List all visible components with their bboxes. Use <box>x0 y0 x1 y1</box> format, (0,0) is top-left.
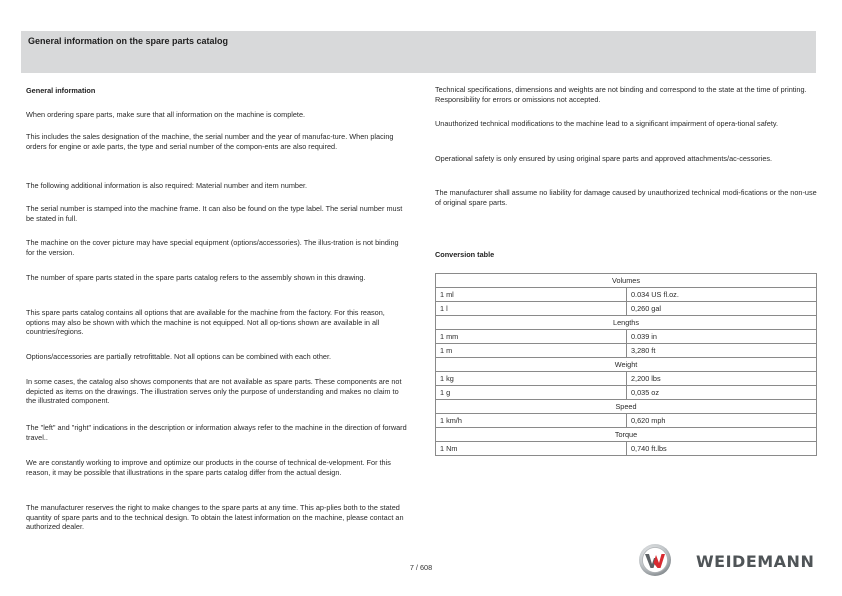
table-row <box>436 442 817 456</box>
paragraph: The machine on the cover picture may have special equipment (options/accessories). The illus-tration is not binding for the version. <box>26 238 399 257</box>
table-group-row <box>436 316 817 330</box>
unit-metric: 1 ml <box>436 288 627 302</box>
unit-imperial: 2,200 lbs <box>627 372 817 386</box>
paragraph: Technical specifications, dimensions and weights are not binding and correspond to the state at the time of printing. Responsibility for errors or omissions not accepted. <box>435 85 807 104</box>
paragraph: The manufacturer reserves the right to make changes to the spare parts at any time. This ap-plies both to the stated quantity of spare parts and to the technical design. To obtain the latest information on the machine, please contact an authorized dealer. <box>26 503 404 532</box>
paragraph: Operational safety is only ensured by using original spare parts and approved attachments/ac-cessories. <box>435 154 773 163</box>
page-title: General information on the spare parts catalog <box>28 36 229 46</box>
paragraph: When ordering spare parts, make sure that all information on the machine is complete. <box>26 110 306 119</box>
unit-metric: 1 m <box>436 344 627 358</box>
group-label-lengths: Lengths <box>436 316 817 330</box>
unit-imperial: 0,260 gal <box>627 302 817 316</box>
table-group-row <box>436 400 817 414</box>
unit-imperial: 0.039 in <box>627 330 817 344</box>
section-heading-general-information: General information <box>26 86 96 95</box>
table-row <box>436 344 817 358</box>
unit-metric: 1 kg <box>436 372 627 386</box>
table-group-row <box>436 358 817 372</box>
table-row <box>436 330 817 344</box>
conversion-table <box>435 273 817 456</box>
unit-imperial: 0.034 US fl.oz. <box>627 288 817 302</box>
paragraph: In some cases, the catalog also shows components that are not available as spare parts. These components are not depicted as items on the drawings. The illustration serves only the purpose of understanding and makes no claim to the illustrated component. <box>26 377 402 406</box>
unit-imperial: 0,740 ft.lbs <box>627 442 817 456</box>
brand-name: WEIDEMANN <box>696 552 815 571</box>
section-header-band <box>21 31 816 73</box>
table-row <box>436 372 817 386</box>
page-number: 7 / 608 <box>409 563 433 572</box>
paragraph: The "left" and "right" indications in the description or information always refer to the machine in the direction of forward travel.. <box>26 423 407 442</box>
paragraph: Options/accessories are partially retrofittable. Not all options can be combined with each other. <box>26 352 332 361</box>
paragraph: The manufacturer shall assume no liability for damage caused by unauthorized technical modi-fications or the non-use of original spare parts. <box>435 188 817 207</box>
table-row <box>436 386 817 400</box>
unit-imperial: 0,035 oz <box>627 386 817 400</box>
unit-imperial: 0,620 mph <box>627 414 817 428</box>
table-row <box>436 414 817 428</box>
unit-metric: 1 g <box>436 386 627 400</box>
paragraph: We are constantly working to improve and optimize our products in the course of technical de-velopment. For this reason, it may be possible that illustrations in the spare parts catalog differ from the actual design. <box>26 458 391 477</box>
paragraph: Unauthorized technical modifications to the machine lead to a significant impairment of opera-tional safety. <box>435 119 779 128</box>
group-label-volumes: Volumes <box>436 274 817 288</box>
unit-metric: 1 Nm <box>436 442 627 456</box>
group-label-weight: Weight <box>436 358 817 372</box>
unit-metric: 1 l <box>436 302 627 316</box>
unit-imperial: 3,280 ft <box>627 344 817 358</box>
table-group-row <box>436 428 817 442</box>
paragraph: The serial number is stamped into the machine frame. It can also be found on the type label. The serial number must be stated in full. <box>26 204 403 223</box>
table-row <box>436 302 817 316</box>
paragraph: The number of spare parts stated in the spare parts catalog refers to the assembly shown in this drawing. <box>26 273 366 282</box>
table-row <box>436 288 817 302</box>
section-heading-conversion-table: Conversion table <box>435 250 495 259</box>
paragraph: This includes the sales designation of the machine, the serial number and the year of manufac-ture. When placing orders for engine or axle parts, the type and serial number of the compon-ents are also required. <box>26 132 394 151</box>
paragraph: This spare parts catalog contains all options that are available for the machine from the factory. For this reason, options may also be shown with which the machine is not equipped. Not all op-tions shown are available in all countries/regions. <box>26 308 385 337</box>
paragraph: The following additional information is also required: Material number and item number. <box>26 181 308 190</box>
unit-metric: 1 km/h <box>436 414 627 428</box>
group-label-speed: Speed <box>436 400 817 414</box>
unit-metric: 1 mm <box>436 330 627 344</box>
weidemann-w-logo-icon <box>638 543 672 577</box>
group-label-torque: Torque <box>436 428 817 442</box>
table-group-row <box>436 274 817 288</box>
weidemann-logo <box>638 543 818 579</box>
